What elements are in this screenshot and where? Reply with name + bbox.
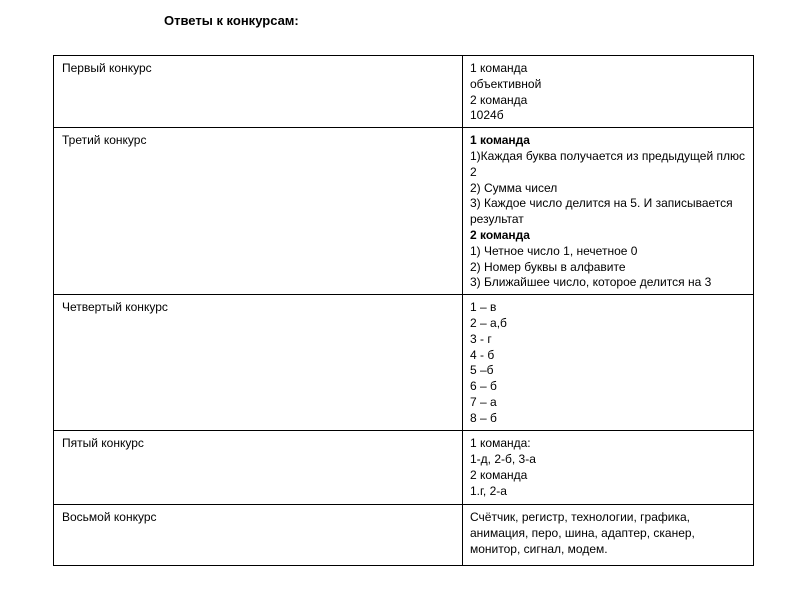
answer-line: 2) Сумма чисел — [470, 180, 558, 195]
contest-name: Пятый конкурс — [62, 436, 144, 451]
answers-table-body — [54, 56, 754, 566]
contest-answer-cell — [463, 56, 754, 128]
table-row — [54, 295, 754, 431]
answer-line: 1 – в — [470, 300, 497, 315]
answer-line: 3) Ближайшее число, которое делится на 3 — [470, 275, 712, 290]
answer-line: 1.г, 2-а — [470, 483, 507, 498]
contest-name: Третий конкурс — [62, 133, 147, 148]
answer-line: 4 - б — [470, 347, 495, 362]
answer-line: 6 – б — [470, 379, 497, 394]
answers-table — [53, 55, 754, 566]
answer-line: 5 –б — [470, 363, 494, 378]
answer-line: 2 команда — [470, 467, 528, 482]
contest-answer-cell — [463, 431, 754, 505]
answer-line: 1024б — [470, 108, 504, 123]
table-row — [54, 505, 754, 566]
table-row — [54, 431, 754, 505]
answer-line: Счётчик, регистр, технологии, графика, анимация, перо, шина, адаптер, сканер, монитор, сигнал, модем. — [470, 510, 695, 556]
answer-line: 2 команда — [470, 92, 528, 107]
answer-line: 1) Четное число 1, нечетное 0 — [470, 243, 638, 258]
answer-line: 3) Каждое число делится на 5. И записывается результат — [470, 196, 733, 227]
page-title: Ответы к конкурсам: — [164, 13, 299, 28]
contest-name-cell — [54, 505, 463, 566]
answer-line: 1-д, 2-б, 3-а — [470, 451, 536, 466]
answer-line: 1 команда — [470, 61, 528, 75]
contest-name-cell — [54, 56, 463, 128]
contest-answer-cell — [463, 505, 754, 566]
contest-name: Четвертый конкурс — [62, 300, 168, 315]
contest-name: Восьмой конкурс — [62, 510, 157, 525]
team-heading: 1 команда — [470, 133, 530, 148]
team-heading: 2 команда — [470, 227, 530, 242]
answer-line: 7 – а — [470, 394, 497, 409]
table-row — [54, 128, 754, 295]
contest-answer-cell — [463, 295, 754, 431]
answer-line: 1)Каждая буква получается из предыдущей плюс 2 — [470, 148, 745, 179]
contest-answer-cell — [463, 128, 754, 295]
contest-name: Первый конкурс — [62, 61, 152, 75]
contest-name-cell — [54, 431, 463, 505]
answer-line: 8 – б — [470, 410, 497, 425]
answer-line: 2 – а,б — [470, 315, 507, 330]
answer-line: 3 - г — [470, 331, 492, 346]
table-row — [54, 56, 754, 128]
contest-name-cell — [54, 128, 463, 295]
contest-name-cell — [54, 295, 463, 431]
answer-line: 1 команда: — [470, 436, 531, 451]
answer-line: 2) Номер буквы в алфавите — [470, 259, 626, 274]
answer-line: объективной — [470, 76, 542, 91]
